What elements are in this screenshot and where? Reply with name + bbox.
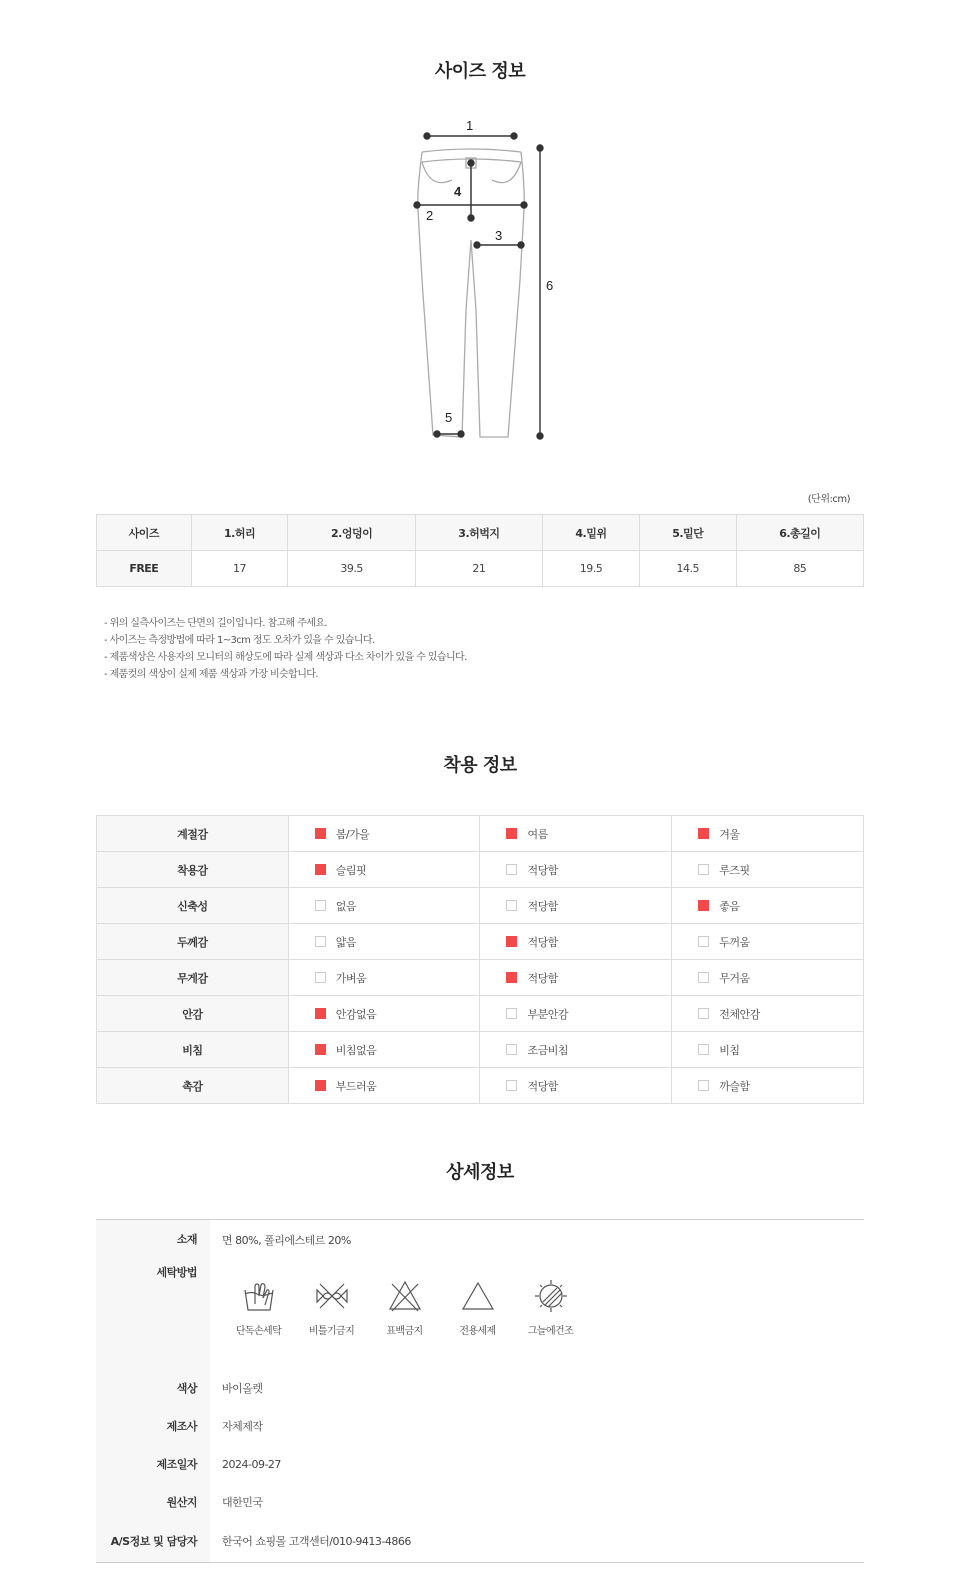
- wear-option-label: 루즈핏: [719, 863, 750, 877]
- wear-row: [97, 924, 864, 960]
- detail-key: 원산지: [96, 1484, 210, 1522]
- pants-outline-illustration: [400, 110, 580, 455]
- size-header-cell: 4.밑위: [543, 515, 640, 551]
- wear-section-title: 착용 정보: [443, 755, 517, 776]
- detail-info-table: [96, 1219, 864, 1563]
- wear-option-label: 슬림핏: [335, 863, 367, 877]
- wear-row-label: 신축성: [97, 888, 289, 924]
- wear-option: [480, 852, 672, 888]
- wash-caption: 그늘에건조: [527, 1326, 574, 1337]
- detail-row-material: [96, 1220, 864, 1260]
- wear-row-label: 촉감: [97, 1068, 289, 1104]
- detail-key: 제조일자: [96, 1446, 210, 1484]
- checked-box-icon: [506, 972, 517, 983]
- wash-item: [368, 1278, 441, 1337]
- wash-item: [222, 1278, 295, 1337]
- detail-section-title: 상세정보: [446, 1162, 514, 1183]
- wear-option: [480, 1032, 672, 1068]
- note-line: - 제품컷의 색상이 실제 제품 색상과 가장 비슷합니다.: [104, 669, 318, 680]
- note-line: - 제품색상은 사용자의 모니터의 해상도에 따라 실제 색상과 다소 차이가 있을 수 있습니다.: [104, 652, 467, 663]
- size-header-cell: 2.엉덩이: [288, 515, 415, 551]
- unchecked-box-icon: [506, 1044, 517, 1055]
- unchecked-box-icon: [698, 972, 709, 983]
- size-cell: 14.5: [639, 551, 736, 587]
- size-table: [96, 514, 864, 587]
- diagram-label-length: 6: [546, 278, 554, 293]
- checked-box-icon: [506, 936, 517, 947]
- wear-option-label: 전체안감: [719, 1007, 760, 1021]
- wear-option: [672, 852, 864, 888]
- wash-caption: 단독손세탁: [235, 1326, 282, 1337]
- wear-row-label: 두께감: [97, 924, 289, 960]
- size-cell: 17: [191, 551, 288, 587]
- size-header-cell: 1.허리: [191, 515, 288, 551]
- unchecked-box-icon: [698, 1008, 709, 1019]
- checked-box-icon: [315, 1008, 326, 1019]
- detail-value: 대한민국: [222, 1496, 263, 1509]
- no-wring-icon: [314, 1278, 350, 1314]
- unchecked-box-icon: [698, 1044, 709, 1055]
- checked-box-icon: [315, 828, 326, 839]
- wear-row-label: 계절감: [97, 816, 289, 852]
- wear-option: [480, 960, 672, 996]
- detail-value: 면 80%, 폴리에스테르 20%: [222, 1234, 351, 1247]
- detail-row-date: [96, 1446, 864, 1484]
- wear-row-label: 비침: [97, 1032, 289, 1068]
- wash-caption: 전용세제: [459, 1326, 496, 1337]
- note-line: - 위의 실측사이즈는 단면의 길이입니다. 참고해 주세요.: [104, 618, 327, 629]
- wear-option: [288, 924, 480, 960]
- detail-key: 세탁방법: [96, 1260, 210, 1370]
- size-header-cell: 6.총길이: [736, 515, 863, 551]
- unchecked-box-icon: [698, 864, 709, 875]
- wear-option: [672, 996, 864, 1032]
- wash-icons: [222, 1260, 864, 1337]
- detail-key: 색상: [96, 1370, 210, 1408]
- unchecked-box-icon: [506, 1008, 517, 1019]
- wear-option: [288, 852, 480, 888]
- unchecked-box-icon: [506, 1080, 517, 1091]
- hand-wash-icon: [241, 1278, 277, 1314]
- wear-option-label: 비침없음: [335, 1043, 377, 1057]
- size-cell: 19.5: [543, 551, 640, 587]
- wear-option-label: 겨울: [719, 827, 740, 841]
- wear-option: [480, 1068, 672, 1104]
- no-bleach-icon: [387, 1278, 423, 1314]
- detail-row-as: [96, 1522, 864, 1562]
- wear-row-label: 안감: [97, 996, 289, 1032]
- diagram-label-thigh: 3: [495, 228, 503, 243]
- wear-row: [97, 816, 864, 852]
- diagram-label-hip: 2: [426, 208, 434, 223]
- wear-option: [672, 960, 864, 996]
- wear-row: [97, 996, 864, 1032]
- wear-option-label: 무거움: [719, 971, 750, 985]
- wear-option-label: 봄/가을: [335, 827, 370, 841]
- wash-item: [295, 1278, 368, 1337]
- size-header-cell: 사이즈: [97, 515, 192, 551]
- wear-option-label: 없음: [335, 899, 356, 913]
- wear-option: [480, 996, 672, 1032]
- detail-row-color: [96, 1370, 864, 1408]
- wear-option-label: 적당함: [527, 863, 558, 877]
- wash-caption: 표백금지: [386, 1326, 423, 1337]
- detail-row-maker: [96, 1408, 864, 1446]
- size-cell: 39.5: [288, 551, 415, 587]
- wear-row-label: 착용감: [97, 852, 289, 888]
- wear-option-label: 조금비침: [527, 1043, 568, 1057]
- size-cell: 85: [736, 551, 863, 587]
- wear-option-label: 좋음: [719, 899, 740, 913]
- wear-option-label: 까슬함: [719, 1079, 750, 1093]
- wear-row: [97, 888, 864, 924]
- wear-option: [288, 1032, 480, 1068]
- unchecked-box-icon: [506, 900, 517, 911]
- detail-value: 바이올렛: [222, 1382, 263, 1395]
- wear-option-label: 적당함: [527, 1079, 558, 1093]
- unchecked-box-icon: [506, 864, 517, 875]
- wash-item: [441, 1278, 514, 1337]
- detail-key: 소재: [96, 1220, 210, 1260]
- wear-option-label: 여름: [527, 827, 548, 841]
- wear-row-label: 무게감: [97, 960, 289, 996]
- note-line: - 사이즈는 측정방법에 따라 1~3cm 정도 오차가 있을 수 있습니다.: [104, 635, 375, 646]
- detail-value: 자체제작: [222, 1420, 263, 1433]
- wear-option: [288, 960, 480, 996]
- size-header-cell: 3.허벅지: [415, 515, 542, 551]
- wear-option: [672, 816, 864, 852]
- detail-value: 한국어 쇼핑몰 고객센터/010-9413-4866: [222, 1535, 411, 1548]
- wear-info-table: [96, 815, 864, 1104]
- diagram-label-waist: 1: [466, 118, 474, 133]
- unchecked-box-icon: [698, 936, 709, 947]
- wear-option-label: 부분안감: [527, 1007, 568, 1021]
- wear-option: [288, 888, 480, 924]
- wear-option-label: 부드러움: [335, 1079, 377, 1093]
- wear-row: [97, 1032, 864, 1068]
- wear-option: [672, 888, 864, 924]
- checked-box-icon: [315, 864, 326, 875]
- diagram-label-rise: 4: [454, 184, 462, 199]
- size-notes: [104, 615, 467, 683]
- checked-box-icon: [506, 828, 517, 839]
- unchecked-box-icon: [315, 972, 326, 983]
- unchecked-box-icon: [698, 1080, 709, 1091]
- wear-option: [288, 996, 480, 1032]
- pants-size-diagram: [400, 110, 580, 455]
- checked-box-icon: [315, 1044, 326, 1055]
- size-section-title: 사이즈 정보: [434, 61, 526, 82]
- wear-option: [480, 816, 672, 852]
- wear-row: [97, 852, 864, 888]
- detail-value: 2024-09-27: [222, 1458, 281, 1471]
- wear-option-label: 적당함: [527, 971, 558, 985]
- wear-option-label: 적당함: [527, 935, 558, 949]
- wear-option-label: 안감없음: [335, 1007, 377, 1021]
- wash-item: [514, 1278, 587, 1337]
- detail-key: 제조사: [96, 1408, 210, 1446]
- diagram-label-hem: 5: [445, 410, 453, 425]
- wear-option: [288, 816, 480, 852]
- checked-box-icon: [698, 900, 709, 911]
- checked-box-icon: [315, 1080, 326, 1091]
- size-cell: FREE: [97, 551, 192, 587]
- size-header-cell: 5.밑단: [639, 515, 736, 551]
- wear-option-label: 비침: [719, 1043, 740, 1057]
- checked-box-icon: [698, 828, 709, 839]
- wear-option: [480, 924, 672, 960]
- unchecked-box-icon: [315, 936, 326, 947]
- wash-caption: 비틀기금지: [308, 1326, 355, 1337]
- unchecked-box-icon: [315, 900, 326, 911]
- wear-option-label: 두꺼움: [719, 935, 750, 949]
- wear-option-label: 얇음: [335, 935, 356, 949]
- wear-option-label: 적당함: [527, 899, 558, 913]
- size-table-row: [97, 551, 864, 587]
- wear-option-label: 가벼움: [335, 971, 367, 985]
- detail-row-wash: [96, 1260, 864, 1370]
- wear-option: [288, 1068, 480, 1104]
- size-cell: 21: [415, 551, 542, 587]
- size-table-header: [97, 515, 864, 551]
- wear-option: [672, 1068, 864, 1104]
- wear-row: [97, 960, 864, 996]
- detail-row-origin: [96, 1484, 864, 1522]
- wear-option: [672, 1032, 864, 1068]
- detail-key: A/S정보 및 담당자: [96, 1522, 210, 1562]
- special-detergent-icon: [460, 1278, 496, 1314]
- wear-row: [97, 1068, 864, 1104]
- shade-dry-icon: [533, 1278, 569, 1314]
- wear-option: [672, 924, 864, 960]
- wear-option: [480, 888, 672, 924]
- unit-label: (단위:cm): [807, 494, 850, 505]
